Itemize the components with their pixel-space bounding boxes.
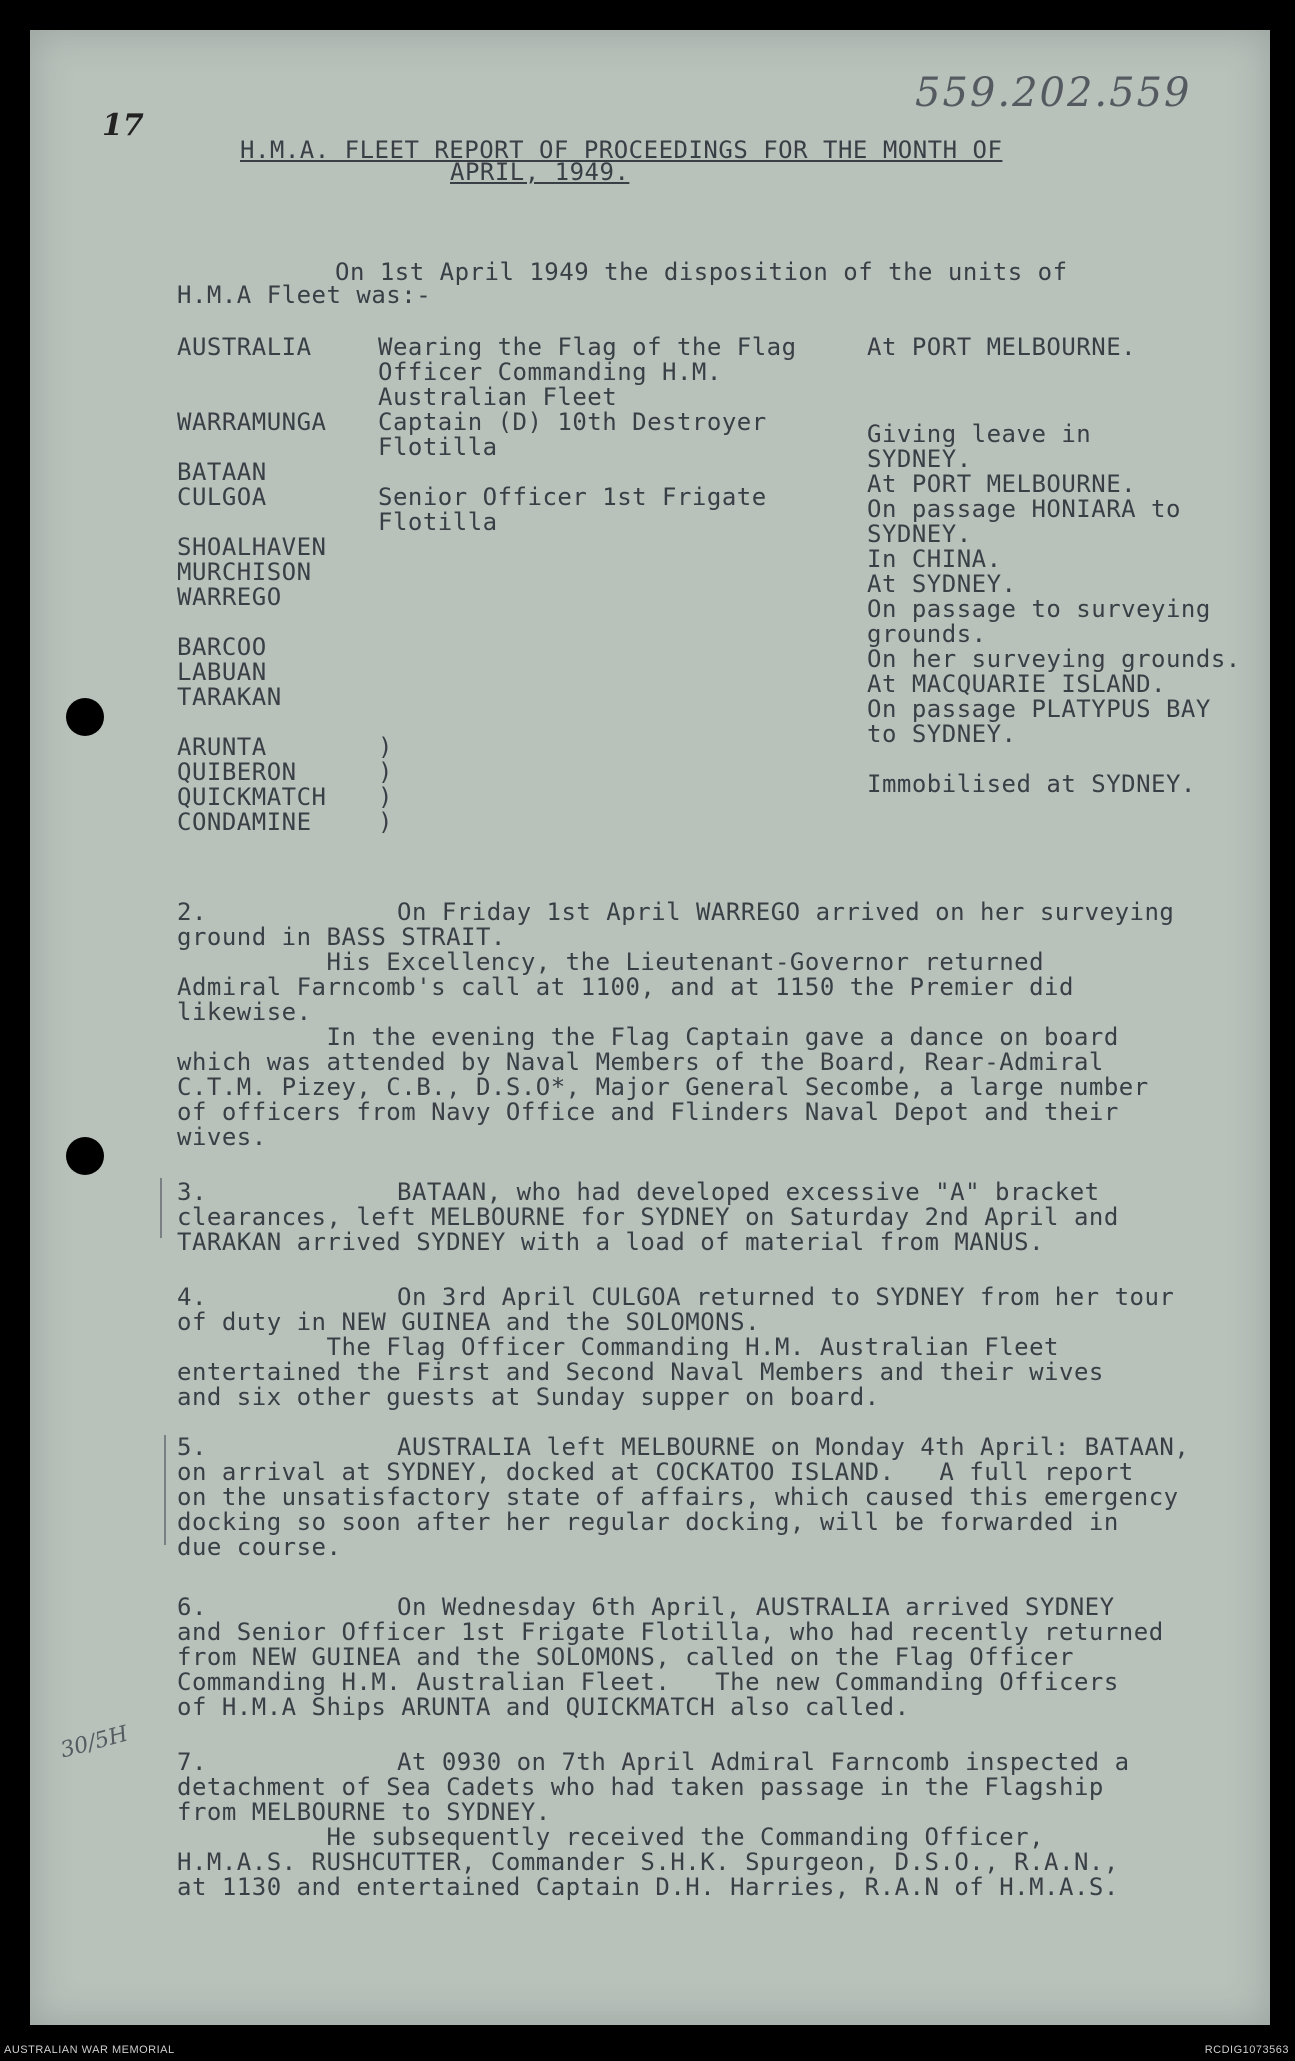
ship-location: On passage to surveying grounds. bbox=[867, 595, 1211, 648]
report-title-line1: H.M.A. FLEET REPORT OF PROCEEDINGS FOR THE MONTH OF bbox=[240, 136, 1003, 164]
paragraph-number: 7. bbox=[177, 1748, 207, 1776]
archive-reference: 559.202.559 bbox=[915, 70, 1192, 116]
paragraph-number: 3. bbox=[177, 1178, 207, 1206]
ship-location: At PORT MELBOURNE. bbox=[867, 470, 1137, 498]
paragraph-number: 4. bbox=[177, 1283, 207, 1311]
paragraph-number: 6. bbox=[177, 1593, 207, 1621]
ship-name: QUIBERON bbox=[177, 758, 297, 786]
ship-name: WARREGO bbox=[177, 583, 282, 611]
margin-bracket-5 bbox=[164, 1435, 166, 1545]
ship-location: At MACQUARIE ISLAND. bbox=[867, 670, 1166, 698]
intro-line2: H.M.A Fleet was:- bbox=[177, 281, 432, 309]
paragraph-number: 5. bbox=[177, 1433, 207, 1461]
paragraph-text: On 3rd April CULGOA returned to SYDNEY from her tour of duty in NEW GUINEA and the SOLOMONS. The Flag Officer Commanding H.M. Australian Fleet entertained the First and Second Naval Members and their wives and six other guests at Sunday supper on board. bbox=[177, 1283, 1175, 1411]
ship-role: ) bbox=[378, 758, 393, 786]
ship-name: CONDAMINE bbox=[177, 808, 312, 836]
ship-role: ) bbox=[378, 733, 393, 761]
paragraph-text: AUSTRALIA left MELBOURNE on Monday 4th April: BATAAN, on arrival at SYDNEY, docked at COCKATOO ISLAND. A full report on the unsatisfactory state of affairs, which caused this emergency docking so soon after her regular docking, will be forwarded in due course. bbox=[177, 1433, 1190, 1561]
ship-location: Immobilised at SYDNEY. bbox=[867, 770, 1196, 798]
paragraph-text: At 0930 on 7th April Admiral Farncomb inspected a detachment of Sea Cadets who had taken passage in the Flagship from MELBOURNE to SYDNEY. He subsequently received the Commanding Officer, H.M.A.S. RUSHCUTTER, Commander S.H.K. Spurgeon, D.S.O., R.A.N., at 1130 and entertained Captain D.H. Harries, R.A.N of H.M.A.S. bbox=[177, 1748, 1130, 1901]
ship-name: ARUNTA bbox=[177, 733, 267, 761]
ship-name: QUICKMATCH bbox=[177, 783, 327, 811]
document-page bbox=[30, 30, 1270, 2025]
ship-location: At PORT MELBOURNE. bbox=[867, 333, 1137, 361]
ship-role: Captain (D) 10th Destroyer Flotilla bbox=[378, 408, 767, 461]
ship-location: On passage HONIARA to SYDNEY. bbox=[867, 495, 1181, 548]
margin-bracket-3 bbox=[160, 1178, 162, 1238]
ship-name: LABUAN bbox=[177, 658, 267, 686]
paragraph-number: 2. bbox=[177, 898, 207, 926]
ship-role: ) bbox=[378, 783, 393, 811]
ship-name: CULGOA bbox=[177, 483, 267, 511]
ship-location: Giving leave in SYDNEY. bbox=[867, 420, 1092, 473]
page-number: 17 bbox=[102, 108, 144, 143]
punch-hole bbox=[66, 698, 104, 736]
footer-right: RCDIG1073563 bbox=[1204, 2044, 1289, 2056]
ship-role: ) bbox=[378, 808, 393, 836]
ship-name: BATAAN bbox=[177, 458, 267, 486]
paragraph-text: On Wednesday 6th April, AUSTRALIA arrived SYDNEY and Senior Officer 1st Frigate Flotilla, who had recently returned from NEW GUINEA and the SOLOMONS, called on the Flag Officer Commanding H.M. Australian Fleet. The new Commanding Officers of H.M.A Ships ARUNTA and QUICKMATCH also called. bbox=[177, 1593, 1164, 1721]
margin-note: 30/5H bbox=[57, 1721, 131, 1764]
ship-name: MURCHISON bbox=[177, 558, 312, 586]
ship-location: In CHINA. bbox=[867, 545, 1002, 573]
ship-name: BARCOO bbox=[177, 633, 267, 661]
ship-role: Wearing the Flag of the Flag Officer Commanding H.M. Australian Fleet bbox=[378, 333, 797, 411]
ship-name: TARAKAN bbox=[177, 683, 282, 711]
ship-location: At SYDNEY. bbox=[867, 570, 1017, 598]
ship-location: On her surveying grounds. bbox=[867, 645, 1241, 673]
paragraph-text: BATAAN, who had developed excessive "A" bracket clearances, left MELBOURNE for SYDNEY on Saturday 2nd April and TARAKAN arrived SYDNEY with a load of material from MANUS. bbox=[177, 1178, 1119, 1256]
punch-hole bbox=[66, 1137, 104, 1175]
intro-line1: On 1st April 1949 the disposition of the units of bbox=[335, 258, 1068, 286]
ship-name: WARRAMUNGA bbox=[177, 408, 327, 436]
report-title-line2: APRIL, 1949. bbox=[450, 158, 630, 186]
paragraph-text: On Friday 1st April WARREGO arrived on her surveying ground in BASS STRAIT. His Excellency, the Lieutenant-Governor returned Admiral Farncomb's call at 1100, and at 1150 the Premier did likewise. In the evening the Flag Captain gave a dance on board which was attended by Naval Members of the Board, Rear-Admiral C.T.M. Pizey, C.B., D.S.O*, Major General Secombe, a large number of officers from Navy Office and Flinders Naval Depot and their wives. bbox=[177, 898, 1175, 1151]
ship-name: AUSTRALIA bbox=[177, 333, 312, 361]
ship-name: SHOALHAVEN bbox=[177, 533, 327, 561]
footer-left: AUSTRALIAN WAR MEMORIAL bbox=[4, 2044, 175, 2056]
ship-role: Senior Officer 1st Frigate Flotilla bbox=[378, 483, 767, 536]
ship-location: On passage PLATYPUS BAY to SYDNEY. bbox=[867, 695, 1211, 748]
